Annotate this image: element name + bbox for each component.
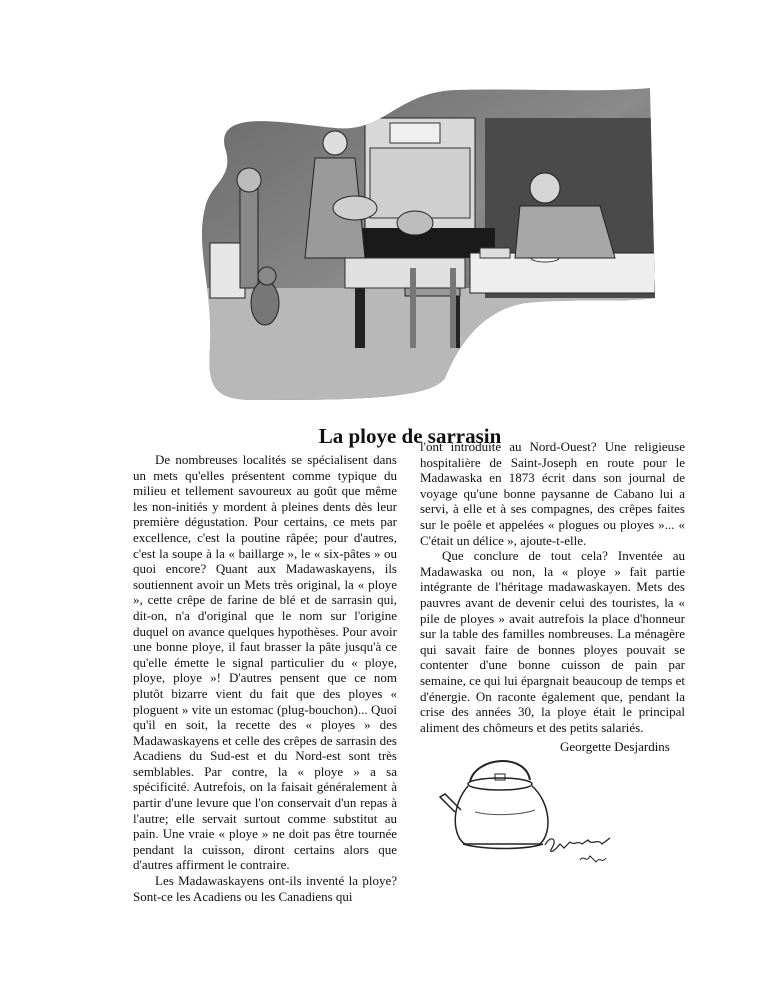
paragraph: Que conclure de tout cela? Inventée au Madawaska ou non, la « ploye » fait partie intégrante de l'héritage madawaskayen. Mets des pauvres avant de devenir celui des touristes, la « pile de ployes » avait autrefois la place d'honneur sur la table des familles nombreuses. La ménagère qui savait faire de bonnes ployes pouvait se contenter d'une bonne cuisson de pain par semaine, ce qui lui épargnait beaucoup de temps et d'énergie. On raconte également que, pendant la crise des années 30, la ploye était le principal aliment des chômeurs et des petits salariés. <box>420 548 685 735</box>
paragraph: l'ont introduite au Nord-Ouest? Une religieuse hospitalière de Saint-Joseph en route pour le Madawaska en 1873 écrit dans son journal de voyage qu'une bonne paysanne de Cabano lui a servi, à elle et à ses compagnes, des crêpes faites sur le poêle et appelées « plogues ou ployes »... « C'était un délice », ajoute-t-elle. <box>420 439 685 548</box>
left-column <box>133 452 397 904</box>
article-title: La ploye de sarrasin <box>318 424 502 448</box>
paragraph: De nombreuses localités se spécialisent dans un mets qu'elles présentent comme typique du milieu et tellement savoureux au goût que même les non-initiés y mordent à pleines dents dès leur première dégustation. Pour certains, ce mets par excellence, c'est la poutine râpée; pour d'autres, c'est la soupe à la « baillarge », le « six-pâtes » ou quoi encore? Quant aux Madawaskayens, ils soutiennent avoir un Mets très original, la « ploye », cette crêpe de farine de blé et de sarrasin qui, dit-on, n'a d'original que le nom sur l'origine duquel on avance quelques hypothèses. Pour avoir une bonne ploye, il faut brasser la pâte jusqu'à ce qu'elle émette le signal particulier du « ploye, ploye, ploye »! D'autres pensent que ce nom plutôt bizarre vient du fait que des ployes « ploguent » vite un estomac (plug-bouchon)... Quoi qu'il en soit, la recette des « ployes » des Madawaskayens et celle des crêpes de sarrasin des Acadiens du Sud-est et du Nord-est sont très semblables. Par contre, la « ploye » a sa spécificité. Autrefois, on la faisait généralement à partir d'une levure que l'on conservait d'un repas à l'autre; elle servait surtout comme substitut au pain. Une vraie « ploye » ne doit pas être tournée pendant la cuisson, diront certains alors que d'autres affirment le contraire. <box>133 452 397 873</box>
kitchen-scene-illustration <box>195 88 655 400</box>
author-signature: Georgette Desjardins <box>560 739 670 754</box>
right-column <box>420 439 685 735</box>
paragraph: Les Madawaskayens ont-ils inventé la ploye? Sont-ce les Acadiens ou les Canadiens qui <box>133 873 397 904</box>
artist-signature <box>540 830 620 870</box>
